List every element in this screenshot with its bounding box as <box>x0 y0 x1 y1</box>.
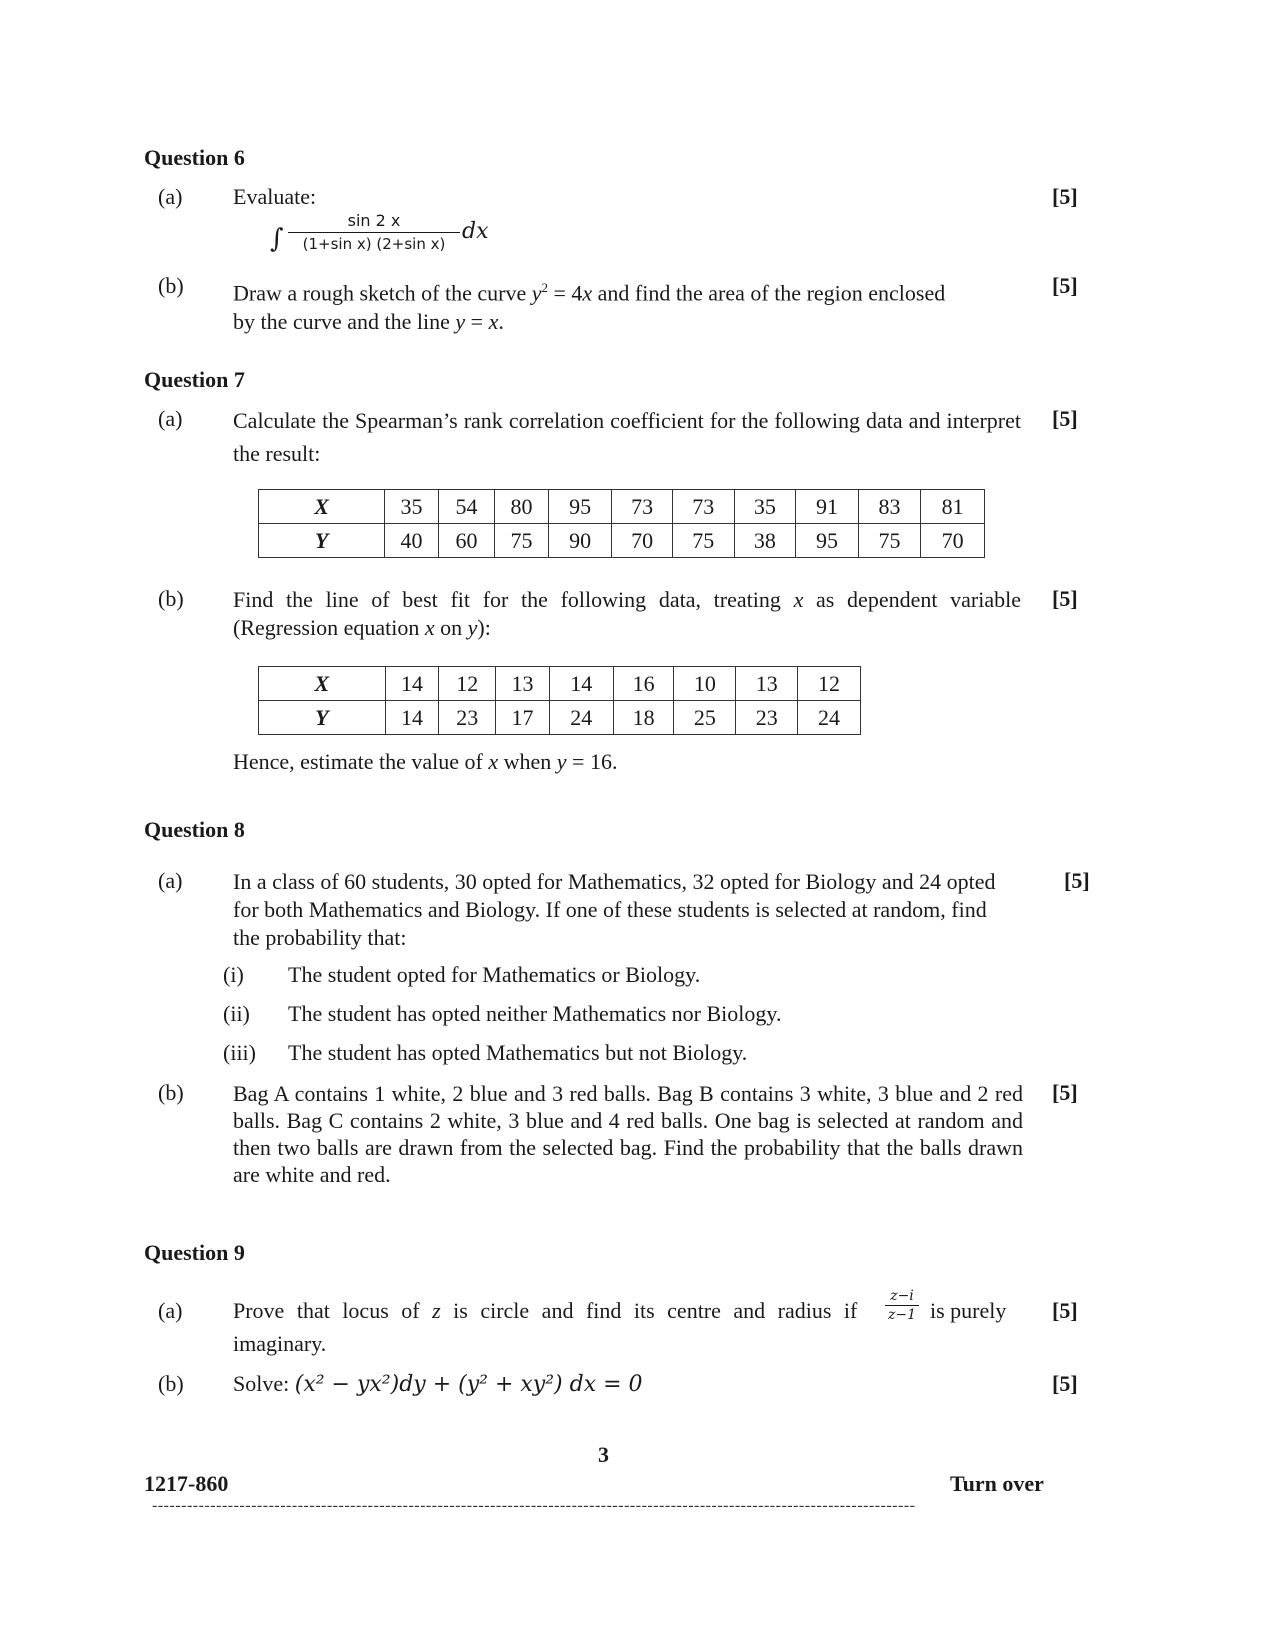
q6b-marks: [5] <box>1052 273 1078 298</box>
q8a-marks: [5] <box>1064 868 1090 893</box>
q9a-fraction: z−i z−1 <box>885 1287 919 1324</box>
table-cell: 35 <box>385 490 439 524</box>
footer-divider: ----------------------------------------------------------------------------------------------------------------------------------- <box>152 1497 916 1514</box>
q9b-marks: [5] <box>1052 1371 1078 1396</box>
q9a-text-post: is purely <box>930 1298 1007 1323</box>
table-cell: 24 <box>549 701 613 735</box>
q8b-label: (b) <box>158 1080 184 1105</box>
table-cell: 70 <box>612 524 673 558</box>
table-cell: 10 <box>674 667 736 701</box>
q9a-line2: imaginary. <box>233 1331 327 1356</box>
table-row <box>259 701 861 735</box>
q9b-text: Solve: (x² − yx²)dy + (y² + xy²) dx = 0 <box>233 1371 643 1397</box>
table-cell: 35 <box>734 490 796 524</box>
integrand-dx: dx <box>462 219 489 244</box>
q7b-label: (b) <box>158 586 184 611</box>
q9a-text: Prove that locus of z is circle and find its centre and radius if <box>233 1298 858 1323</box>
table-cell: 14 <box>385 701 439 735</box>
table-cell: 81 <box>921 490 985 524</box>
q7a-text: Calculate the Spearman’s rank correlation coefficient for the following data and interpret the result: <box>233 408 1021 466</box>
table-row <box>259 490 985 524</box>
table-cell: 23 <box>736 701 798 735</box>
table-cell: 13 <box>736 667 798 701</box>
question-8-heading: Question 8 <box>144 817 245 842</box>
table-cell: 80 <box>495 490 549 524</box>
q7b-table <box>258 666 861 735</box>
table-cell: 75 <box>858 524 921 558</box>
table-cell: 70 <box>921 524 985 558</box>
q6b-label: (b) <box>158 273 184 298</box>
table-cell: 40 <box>385 524 439 558</box>
q7b-marks: [5] <box>1052 586 1078 611</box>
integrand-denominator: (1+sin x) (2+sin x) <box>302 235 446 253</box>
table-header-x: X <box>259 667 386 701</box>
table-cell: 95 <box>548 490 612 524</box>
table-cell: 75 <box>672 524 734 558</box>
paper-code: 1217-860 <box>144 1471 229 1496</box>
table-cell: 12 <box>439 667 496 701</box>
q6a-text: Evaluate: <box>233 184 317 209</box>
table-row <box>259 524 985 558</box>
table-cell: 12 <box>798 667 861 701</box>
table-cell: 13 <box>496 667 550 701</box>
q8b-text: Bag A contains 1 white, 2 blue and 3 red balls. Bag B contains 3 white, 3 blue and 2 red balls. Bag C contains 2 white, 3 blue and 4 red balls. One bag is selected at random and then two balls are drawn from the selected bag. Find the probability that the balls drawn are white and red. <box>233 1081 1023 1187</box>
table-cell: 90 <box>548 524 612 558</box>
q9a-label: (a) <box>158 1298 183 1323</box>
integral-sign: ∫ <box>270 224 284 254</box>
q7b-text: Find the line of best fit for the following data, treating x as dependent variable (Regression equation x on y): <box>233 587 1022 640</box>
table-cell: 83 <box>858 490 921 524</box>
q7a-table <box>258 489 985 558</box>
table-header-y: Y <box>259 524 385 558</box>
table-cell: 25 <box>674 701 736 735</box>
integrand-numerator: sin 2 x <box>347 211 401 230</box>
table-cell: 23 <box>439 701 496 735</box>
q8a-item-i-label: (i) <box>223 962 244 987</box>
question-6-heading: Question 6 <box>144 145 245 170</box>
q8b-marks: [5] <box>1052 1080 1078 1105</box>
q8a-item-i-text: The student opted for Mathematics or Biology. <box>288 962 701 987</box>
question-9-heading: Question 9 <box>144 1240 245 1265</box>
q6b-text: Draw a rough sketch of the curve $y^2 = 4x$ and find the area of the region enclosed by the curve and the line y = x. <box>233 280 946 335</box>
table-cell: 95 <box>796 524 859 558</box>
table-cell: 18 <box>613 701 674 735</box>
table-cell: 91 <box>796 490 859 524</box>
q8a-text: In a class of 60 students, 30 opted for Mathematics, 32 opted for Biology and 24 opted for both Mathematics and Biology. If one of these students is selected at random, find the probability that: <box>233 869 996 950</box>
table-header-x: X <box>259 490 385 524</box>
table-cell: 38 <box>734 524 796 558</box>
question-7-heading: Question 7 <box>144 367 245 392</box>
q7a-marks: [5] <box>1052 406 1078 431</box>
table-header-y: Y <box>259 701 386 735</box>
q6a-label: (a) <box>158 184 183 209</box>
table-cell: 73 <box>612 490 673 524</box>
table-cell: 14 <box>385 667 439 701</box>
q9b-label: (b) <box>158 1371 184 1396</box>
q8a-item-iii-text: The student has opted Mathematics but not Biology. <box>288 1040 748 1065</box>
q7a-label: (a) <box>158 406 183 431</box>
q8a-item-iii-label: (iii) <box>223 1040 256 1065</box>
table-cell: 60 <box>438 524 495 558</box>
table-cell: 16 <box>613 667 674 701</box>
table-row <box>259 667 861 701</box>
page-number: 3 <box>598 1442 609 1467</box>
table-cell: 14 <box>549 667 613 701</box>
table-cell: 24 <box>798 701 861 735</box>
table-cell: 17 <box>496 701 550 735</box>
q8a-label: (a) <box>158 868 183 893</box>
q8a-item-ii-text: The student has opted neither Mathematics nor Biology. <box>288 1001 782 1026</box>
table-cell: 73 <box>672 490 734 524</box>
q8a-item-ii-label: (ii) <box>223 1001 250 1026</box>
q7b-hence: Hence, estimate the value of x when y = 16. <box>233 749 618 774</box>
q6a-marks: [5] <box>1052 184 1078 209</box>
q9a-marks: [5] <box>1052 1298 1078 1323</box>
table-cell: 75 <box>495 524 549 558</box>
turn-over: Turn over <box>950 1471 1044 1496</box>
table-cell: 54 <box>438 490 495 524</box>
